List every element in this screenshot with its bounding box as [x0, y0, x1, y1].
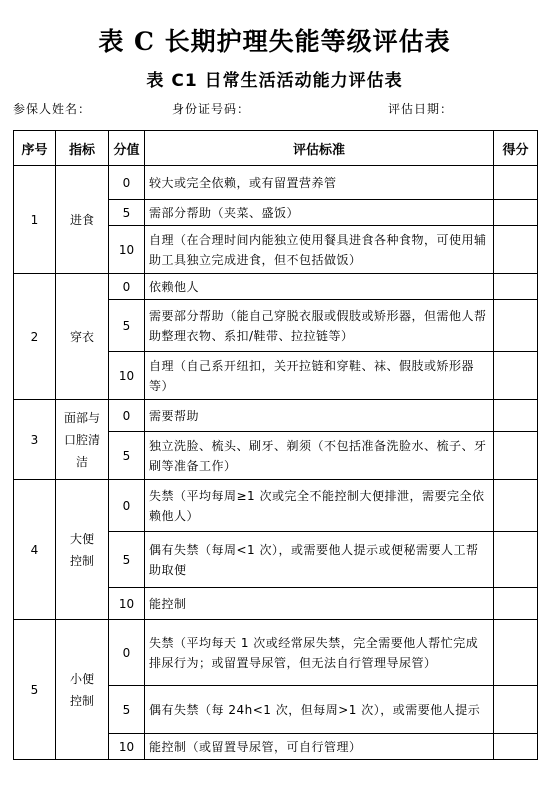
criteria-text: 能控制（或留置导尿管，可自行管理）: [145, 734, 494, 760]
indicator-cell: 小便控制: [56, 620, 109, 760]
header-no: 序号: [14, 131, 56, 166]
table-row: [14, 620, 538, 686]
table-row: [14, 274, 538, 300]
criteria-text: 较大或完全依赖，或有留置营养管: [145, 166, 494, 200]
page-title: 表 C 长期护理失能等级评估表: [98, 27, 451, 56]
score-input-cell[interactable]: [494, 352, 538, 400]
score-input-cell[interactable]: [494, 274, 538, 300]
score-value: 0: [109, 274, 145, 300]
assessment-table: [13, 130, 538, 760]
score-value: 5: [109, 686, 145, 734]
score-input-cell[interactable]: [494, 400, 538, 432]
header-row: [14, 131, 538, 166]
name-label: 参保人姓名：: [13, 102, 92, 116]
score-value: 0: [109, 480, 145, 532]
header-score-value: 分值: [109, 131, 145, 166]
criteria-text: 自理（在合理时间内能独立使用餐具进食各种食物，可使用辅助工具独立完成进食，但不包括做饭）: [145, 226, 494, 274]
score-input-cell[interactable]: [494, 734, 538, 760]
row-number: 4: [14, 480, 56, 620]
criteria-text: 偶有失禁（每周<1 次），或需要他人提示或便秘需要人工帮助取便: [145, 532, 494, 588]
table-row: [14, 166, 538, 200]
score-value: 10: [109, 588, 145, 620]
row-number: 3: [14, 400, 56, 480]
criteria-text: 需部分帮助（夹菜、盛饭）: [145, 200, 494, 226]
score-input-cell[interactable]: [494, 686, 538, 734]
criteria-text: 独立洗脸、梳头、刷牙、剃须（不包括准备洗脸水、梳子、牙刷等准备工作）: [145, 432, 494, 480]
score-value: 10: [109, 226, 145, 274]
score-input-cell[interactable]: [494, 620, 538, 686]
score-value: 0: [109, 166, 145, 200]
score-value: 5: [109, 300, 145, 352]
score-input-cell[interactable]: [494, 432, 538, 480]
criteria-text: 需要帮助: [145, 400, 494, 432]
score-input-cell[interactable]: [494, 480, 538, 532]
date-label: 评估日期：: [388, 102, 454, 116]
score-input-cell[interactable]: [494, 166, 538, 200]
score-value: 10: [109, 734, 145, 760]
row-number: 5: [14, 620, 56, 760]
score-input-cell[interactable]: [494, 300, 538, 352]
id-label: 身份证号码：: [172, 102, 251, 116]
header-criteria: 评估标准: [145, 131, 494, 166]
score-value: 5: [109, 200, 145, 226]
score-value: 0: [109, 620, 145, 686]
row-number: 1: [14, 166, 56, 274]
score-value: 5: [109, 432, 145, 480]
indicator-cell: 面部与口腔清洁: [56, 400, 109, 480]
score-value: 5: [109, 532, 145, 588]
score-input-cell[interactable]: [494, 200, 538, 226]
criteria-text: 需要部分帮助（能自己穿脱衣服或假肢或矫形器，但需他人帮助整理衣物、系扣/鞋带、拉拉链等）: [145, 300, 494, 352]
criteria-text: 依赖他人: [145, 274, 494, 300]
score-input-cell[interactable]: [494, 532, 538, 588]
table-row: [14, 480, 538, 532]
criteria-text: 失禁（平均每周≥1 次或完全不能控制大便排泄，需要完全依赖他人）: [145, 480, 494, 532]
criteria-text: 能控制: [145, 588, 494, 620]
indicator-cell: 进食: [56, 166, 109, 274]
page-subtitle: 表 C1 日常生活活动能力评估表: [146, 71, 403, 91]
score-input-cell[interactable]: [494, 588, 538, 620]
criteria-text: 自理（自己系开纽扣，关开拉链和穿鞋、袜、假肢或矫形器等）: [145, 352, 494, 400]
header-indicator: 指标: [56, 131, 109, 166]
score-input-cell[interactable]: [494, 226, 538, 274]
row-number: 2: [14, 274, 56, 400]
criteria-text: 偶有失禁（每 24h<1 次，但每周>1 次），或需要他人提示: [145, 686, 494, 734]
criteria-text: 失禁（平均每天 1 次或经常尿失禁，完全需要他人帮忙完成排尿行为；或留置导尿管，但无法自行管理导尿管）: [145, 620, 494, 686]
score-value: 10: [109, 352, 145, 400]
indicator-cell: 大便控制: [56, 480, 109, 620]
table-row: [14, 400, 538, 432]
score-value: 0: [109, 400, 145, 432]
header-score: 得分: [494, 131, 538, 166]
indicator-cell: 穿衣: [56, 274, 109, 400]
